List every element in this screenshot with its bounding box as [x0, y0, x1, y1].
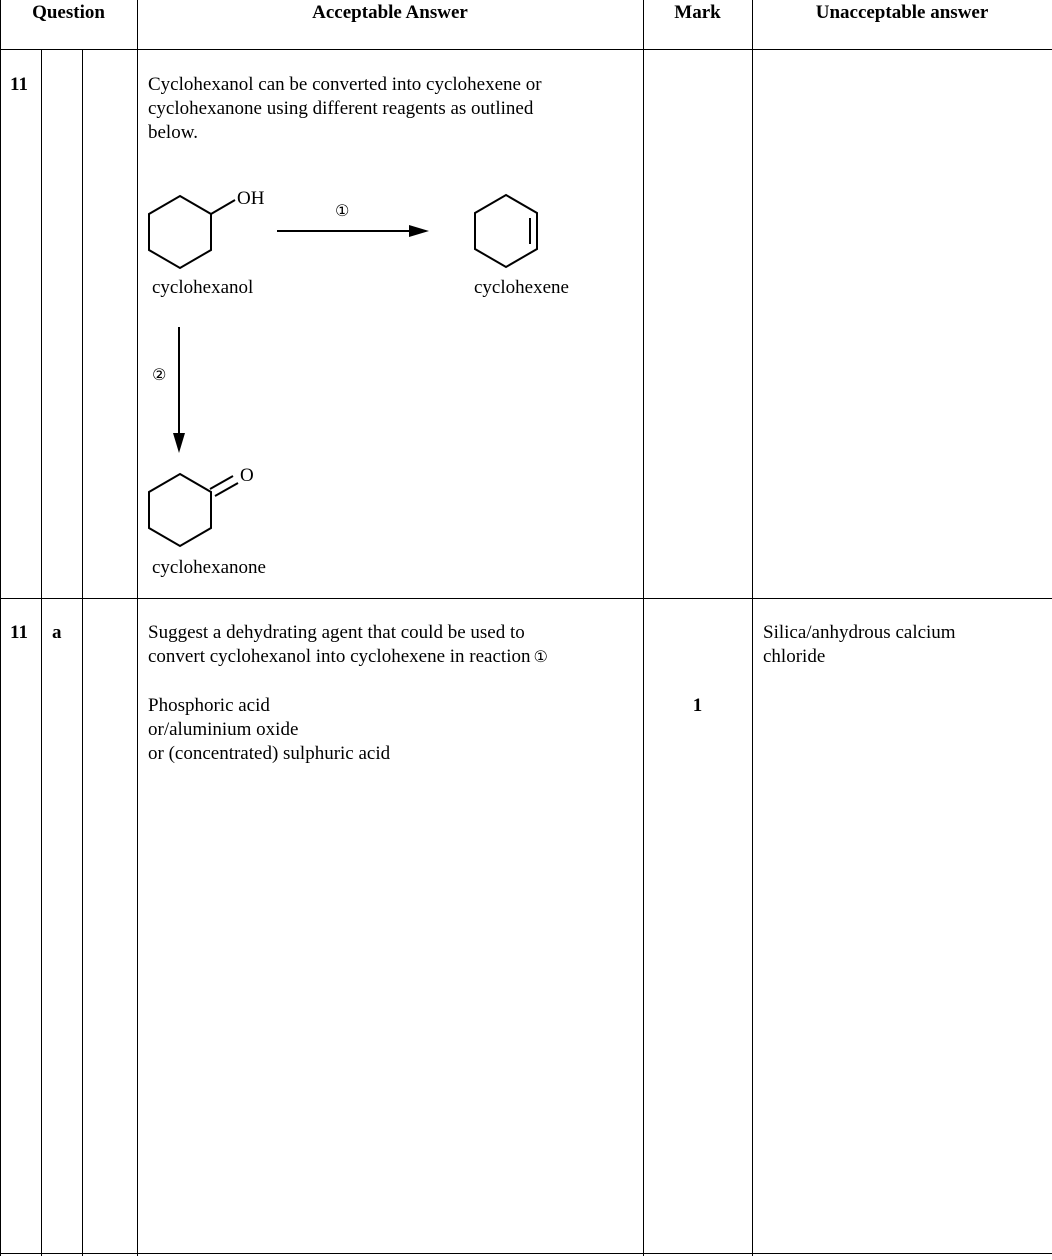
header-divider — [0, 49, 1052, 50]
header-unacceptable-answer: Unacceptable answer — [815, 2, 989, 23]
answer-line: Phosphoric acid — [148, 695, 270, 716]
cyclohexanol-label: cyclohexanol — [152, 277, 254, 298]
o-label: O — [240, 465, 254, 486]
unacceptable-line: Silica/anhydrous calcium — [763, 622, 956, 643]
question-number: 11 — [10, 622, 28, 643]
mark-value: 1 — [692, 695, 703, 716]
answer-line: or/aluminium oxide — [148, 719, 299, 740]
question-part: a — [52, 622, 62, 643]
header-acceptable-answer: Acceptable Answer — [312, 2, 468, 23]
header-question: Question — [32, 2, 105, 23]
step-2-marker: ② — [152, 365, 167, 384]
table-border-bottom — [0, 1253, 1052, 1254]
question-line-text: convert cyclohexanol into cyclohexene in reaction — [148, 646, 531, 667]
column-divider — [82, 50, 83, 1256]
cyclohexanone-structure — [149, 474, 238, 546]
question-number: 11 — [10, 74, 28, 95]
table-border-left — [0, 0, 1, 1256]
question-line — [148, 645, 548, 669]
header-mark: Mark — [674, 2, 721, 23]
cyclohexanol-structure — [149, 196, 235, 268]
cyclohexene-structure — [475, 195, 537, 267]
reaction-arrow-2 — [173, 327, 185, 453]
cyclohexanone-label: cyclohexanone — [152, 557, 266, 578]
oh-label: OH — [237, 188, 265, 209]
reaction-1-marker: ① — [533, 647, 548, 666]
column-divider — [752, 0, 753, 1256]
intro-line: Cyclohexanol can be converted into cyclohexene or — [148, 74, 542, 95]
reaction-scheme — [137, 170, 643, 610]
unacceptable-line: chloride — [763, 646, 826, 667]
question-line: Suggest a dehydrating agent that could be used to — [148, 622, 525, 643]
column-divider — [41, 50, 42, 1256]
cyclohexene-label: cyclohexene — [474, 277, 569, 298]
answer-line: or (concentrated) sulphuric acid — [148, 743, 391, 764]
reaction-arrow-1 — [277, 225, 429, 237]
intro-line: below. — [148, 122, 198, 143]
intro-line: cyclohexanone using different reagents as outlined — [148, 98, 534, 119]
step-1-marker: ① — [335, 201, 350, 220]
column-divider — [643, 0, 644, 1256]
